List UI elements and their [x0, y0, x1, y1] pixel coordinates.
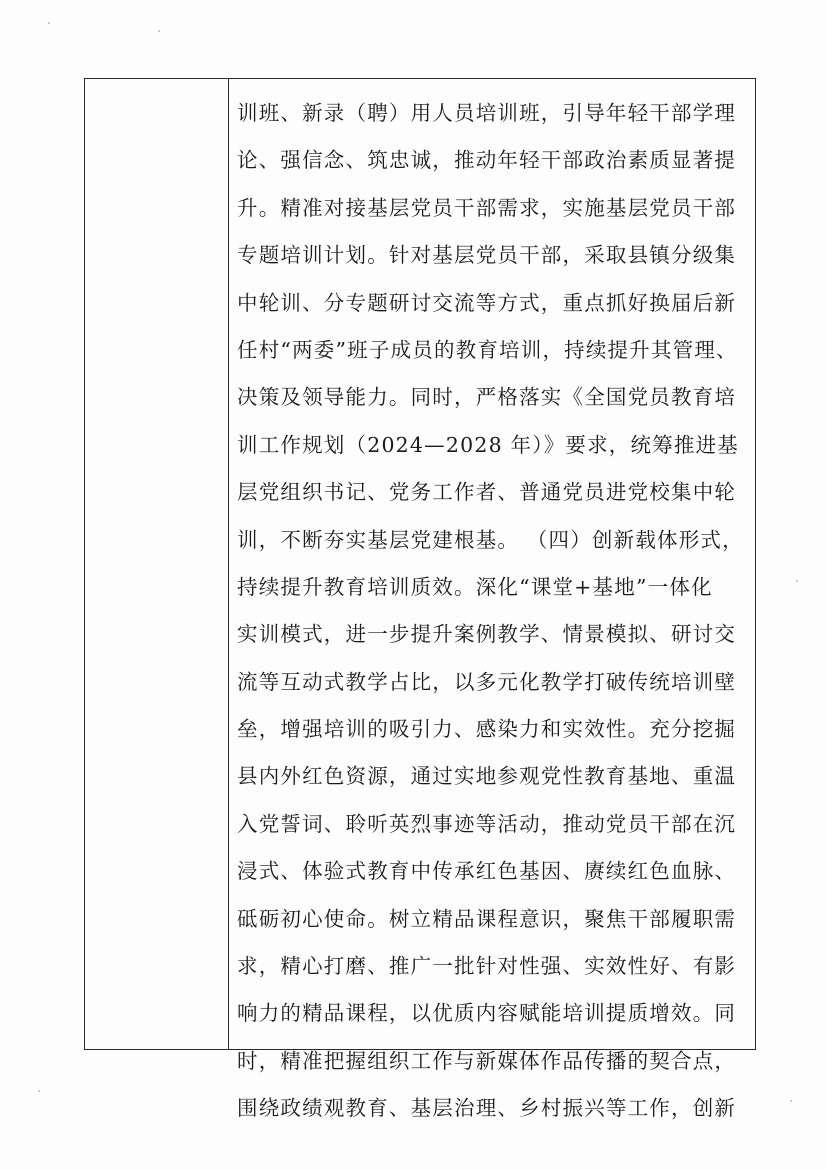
scan-speck: [38, 1090, 40, 1092]
text-line: 浸式、体验式教育中传承红色基因、赓续红色血脉、: [237, 859, 737, 884]
table-frame: [84, 78, 756, 1121]
table-label-column: [85, 79, 229, 1049]
text-line: 求，精心打磨、推广一批针对性强、实效性好、有影: [237, 954, 737, 979]
text-line: 流等互动式教学占比，以多元化教学打破传统培训壁: [237, 669, 737, 694]
scan-speck: [158, 30, 160, 32]
text-line: 垒，增强培训的吸引力、感染力和实效性。充分挖掘: [237, 717, 737, 742]
scan-speck: [796, 580, 798, 582]
text-line: 中轮训、分专题研讨交流等方式，重点抓好换届后新: [237, 290, 737, 315]
text-line: 县内外红色资源，通过实地参观党性教育基地、重温: [237, 764, 737, 789]
text-line: 训工作规划（2024—2028 年）》要求，统筹推进基: [237, 432, 740, 457]
text-line: 时，精准把握组织工作与新媒体作品传播的契合点，: [237, 1048, 737, 1073]
text-line: 专题培训计划。针对基层党员干部，采取县镇分级集: [237, 243, 737, 268]
text-line: 层党组织书记、党务工作者、普通党员进党校集中轮: [237, 480, 737, 505]
text-line: 响力的精品课程，以优质内容赋能培训提质增效。同: [237, 1001, 737, 1026]
text-line: 入党誓词、聆听英烈事迹等活动，推动党员干部在沉: [237, 811, 737, 836]
text-line: 砥砺初心使命。树立精品课程意识，聚焦干部履职需: [237, 906, 737, 931]
text-line: 实训模式，进一步提升案例教学、情景模拟、研讨交: [237, 622, 737, 647]
text-line: 持续提升教育培训质效。深化“课堂+基地”一体化: [237, 574, 713, 599]
text-line: 论、强信念、筑忠诚，推动年轻干部政治素质显著提: [237, 148, 737, 173]
text-line: 围绕政绩观教育、基层治理、乡村振兴等工作，创新: [237, 1096, 737, 1121]
text-line: 决策及领导能力。同时，严格落实《全国党员教育培: [237, 385, 737, 410]
scan-speck: [48, 22, 50, 24]
text-line: 训班、新录（聘）用人员培训班，引导年轻干部学理: [237, 101, 737, 125]
text-line: 升。精准对接基层党员干部需求，实施基层党员干部: [237, 195, 737, 220]
scan-speck: [790, 1100, 792, 1102]
text-line: 任村“两委”班子成员的教育培训，持续提升其管理、: [237, 337, 738, 362]
text-line: 训，不断夯实基层党建根基。 （四）创新载体形式，: [237, 527, 744, 552]
table-content-cell: [237, 90, 749, 1133]
